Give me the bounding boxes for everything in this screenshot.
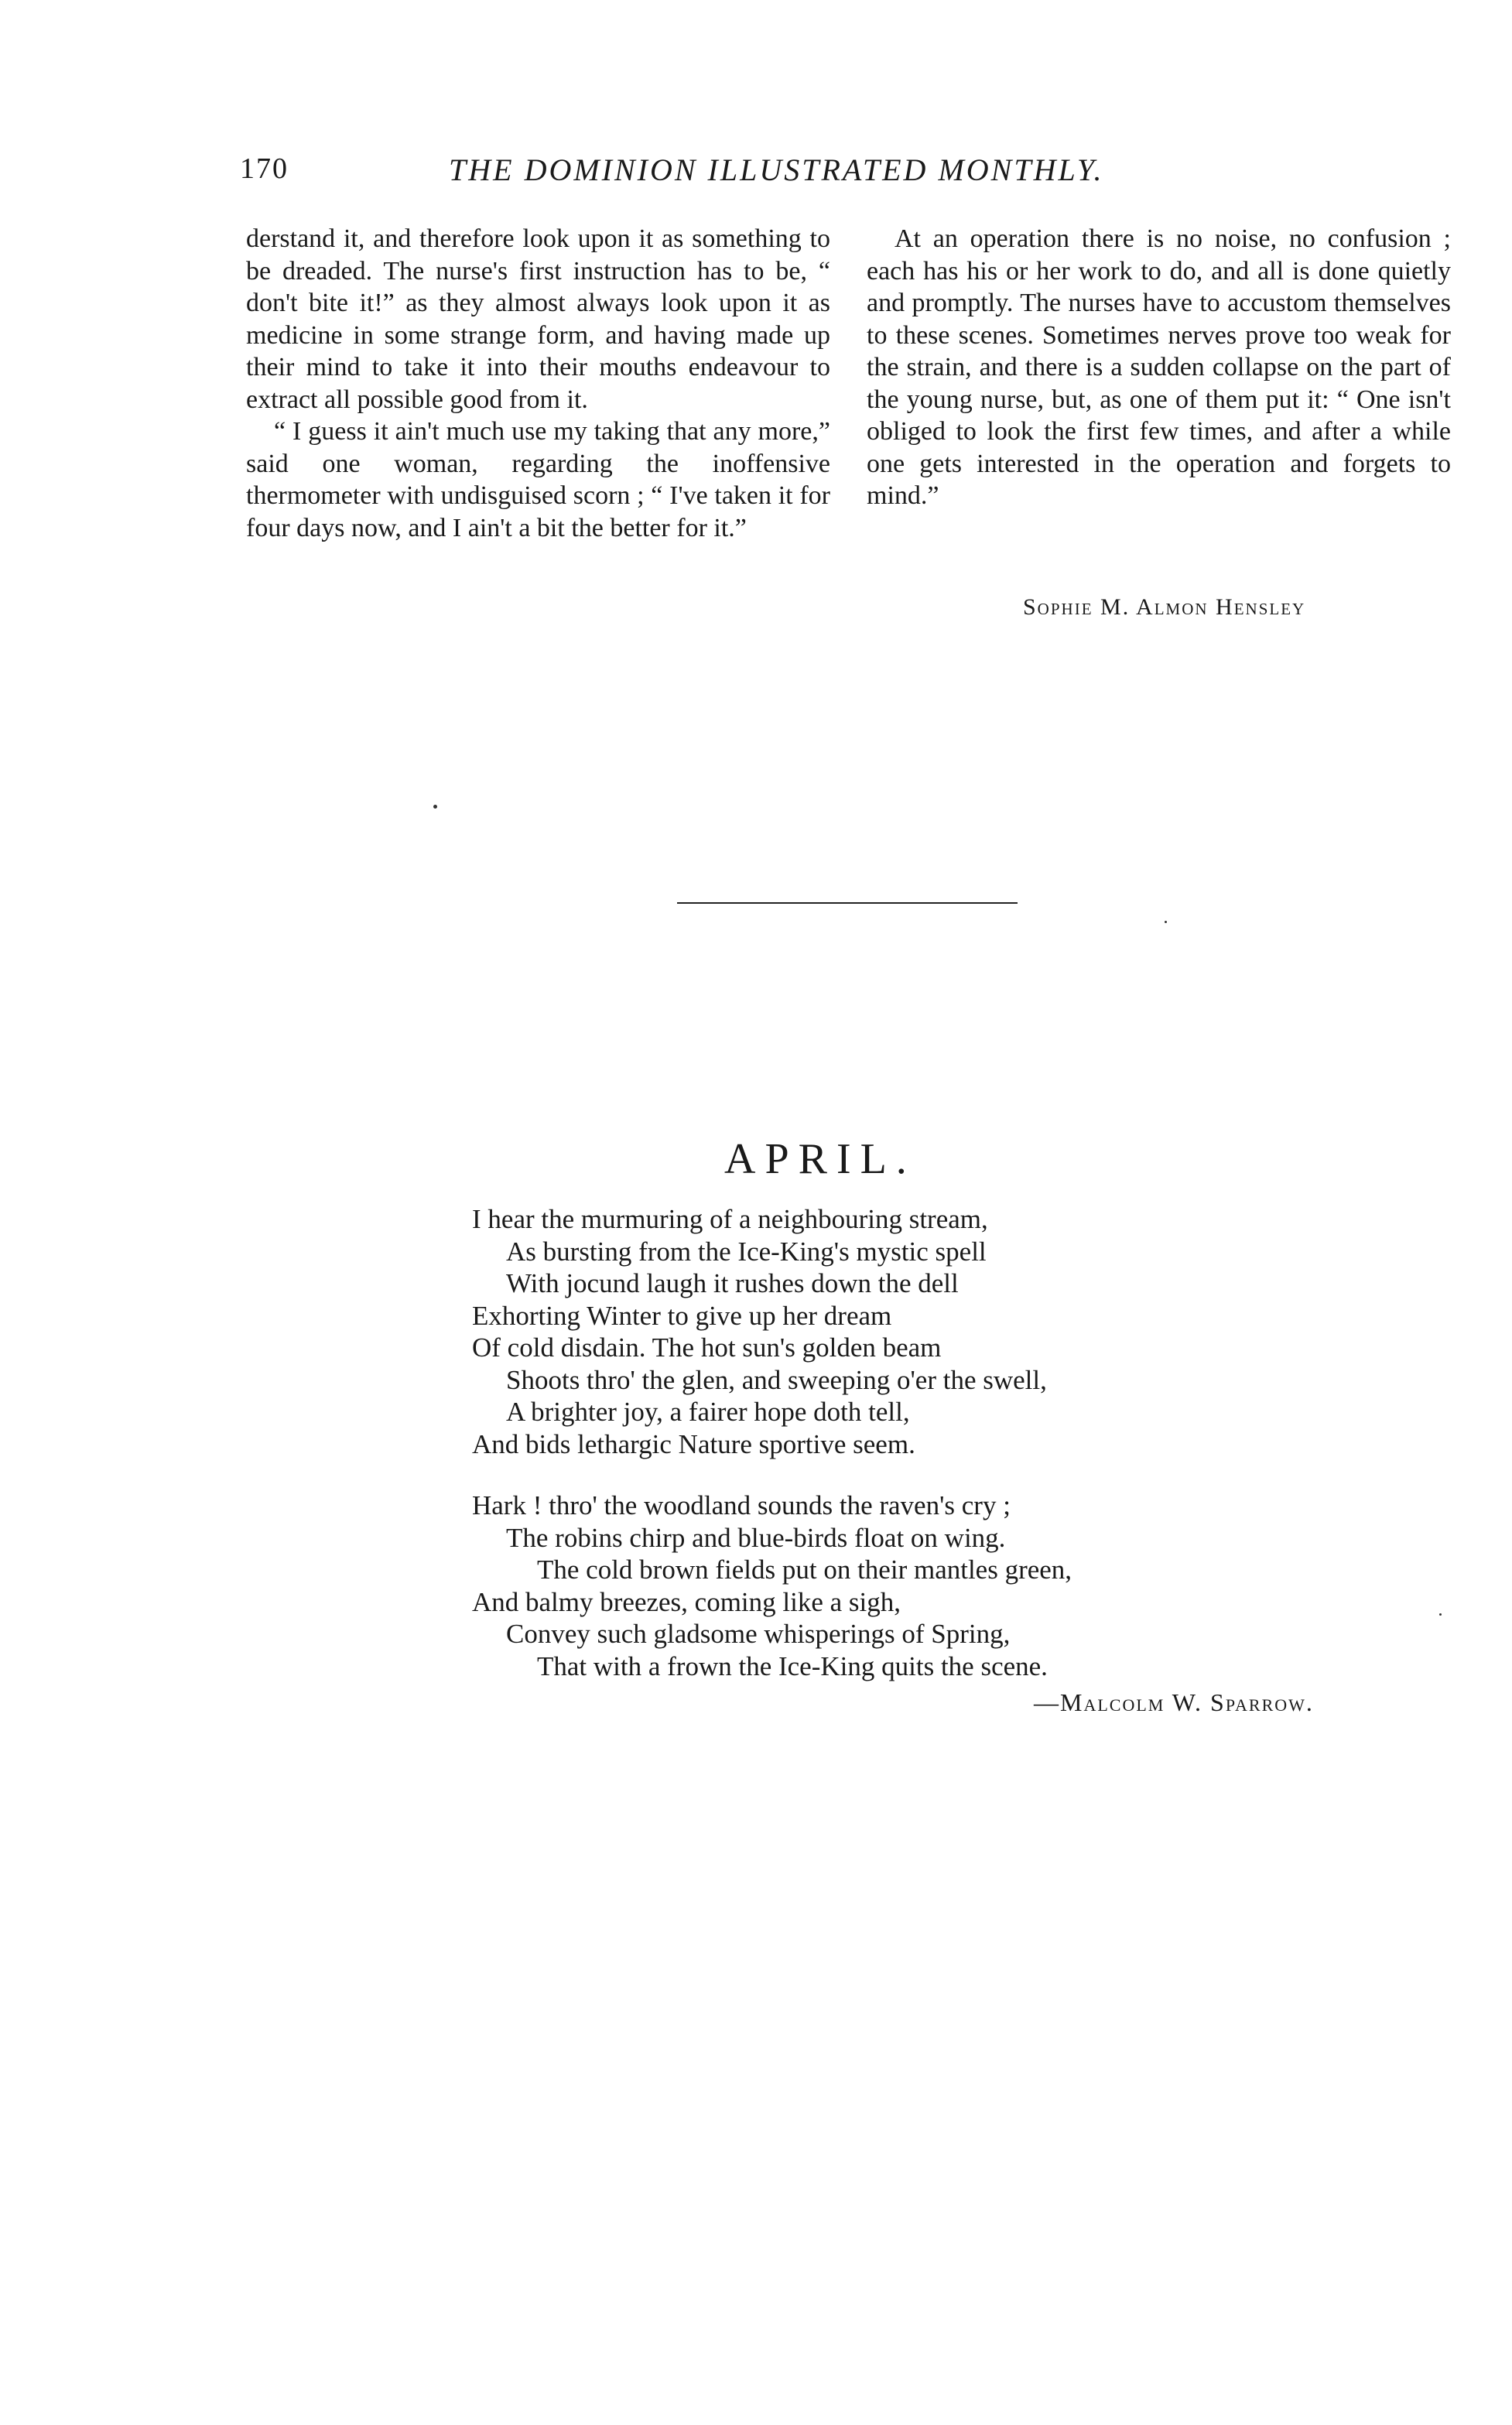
poem-line: As bursting from the Ice-King's mystic spell bbox=[506, 1236, 987, 1267]
poem-line: Hark ! thro' the woodland sounds the raven's cry ; bbox=[472, 1490, 1011, 1520]
poem-body bbox=[472, 1203, 1478, 1682]
stanza-break bbox=[472, 1460, 1478, 1490]
article-paragraph: derstand it, and therefore look upon it as something to be dreaded. The nurse's first instruction has to be, “ don't bite it!” as they almost always look upon it as medicine in some strange form, and having made up their mind to take it into their mouths endeavour to extract all possible good from it. bbox=[246, 224, 830, 414]
article-signature: Sophie M. Almon Hensley bbox=[1023, 594, 1306, 620]
article-paragraph: At an operation there is no noise, no confusion ; each has his or her work to do, and all is done quietly and promptly. The nurses have to accustom themselves to these scenes. Sometimes nerves prove too weak for the strain, and there is a sudden collapse on the part of the young nurse, but, as one of them put it: “ One isn't obliged to look the first few times, and after a while one gets interested in the operation and forgets to mind.” bbox=[867, 224, 1451, 510]
poem-line: Of cold disdain. The hot sun's golden beam bbox=[472, 1332, 942, 1363]
article-right-column bbox=[867, 223, 1451, 512]
ink-speck bbox=[1165, 921, 1167, 923]
page-number: 170 bbox=[240, 152, 289, 185]
article-left-column bbox=[246, 223, 830, 544]
poem-line: That with a frown the Ice-King quits the scene. bbox=[537, 1650, 1048, 1681]
poem-line: And bids lethargic Nature sportive seem. bbox=[472, 1428, 915, 1459]
page-header bbox=[240, 152, 1447, 190]
ink-speck bbox=[433, 805, 437, 809]
section-divider bbox=[677, 902, 1018, 904]
article-paragraph: “ I guess it ain't much use my taking that any more,” said one woman, regarding the inoffensive thermometer with undisguised scorn ; “ I've taken it for four days now, and I ain't a bit the better for it.” bbox=[246, 417, 830, 542]
poem-line: And balmy breezes, coming like a sigh, bbox=[472, 1586, 901, 1617]
poem-line: Exhorting Winter to give up her dream bbox=[472, 1300, 892, 1331]
poem-line: The cold brown fields put on their mantles green, bbox=[537, 1555, 1072, 1585]
poem-line: Convey such gladsome whisperings of Spring, bbox=[506, 1619, 1011, 1649]
ink-speck bbox=[1439, 1613, 1442, 1616]
running-title: THE DOMINION ILLUSTRATED MONTHLY. bbox=[449, 152, 1104, 187]
poem-line: I hear the murmuring of a neighbouring stream, bbox=[472, 1204, 988, 1234]
poem-signature: —Malcolm W. Sparrow. bbox=[1034, 1688, 1314, 1716]
poem-line: The robins chirp and blue-birds float on wing. bbox=[506, 1522, 1006, 1553]
poem-line: A brighter joy, a fairer hope doth tell, bbox=[506, 1397, 910, 1427]
poem-title: APRIL. bbox=[724, 1135, 916, 1183]
poem-line: With jocund laugh it rushes down the dell bbox=[506, 1268, 959, 1298]
poem-line: Shoots thro' the glen, and sweeping o'er the swell, bbox=[506, 1364, 1047, 1395]
